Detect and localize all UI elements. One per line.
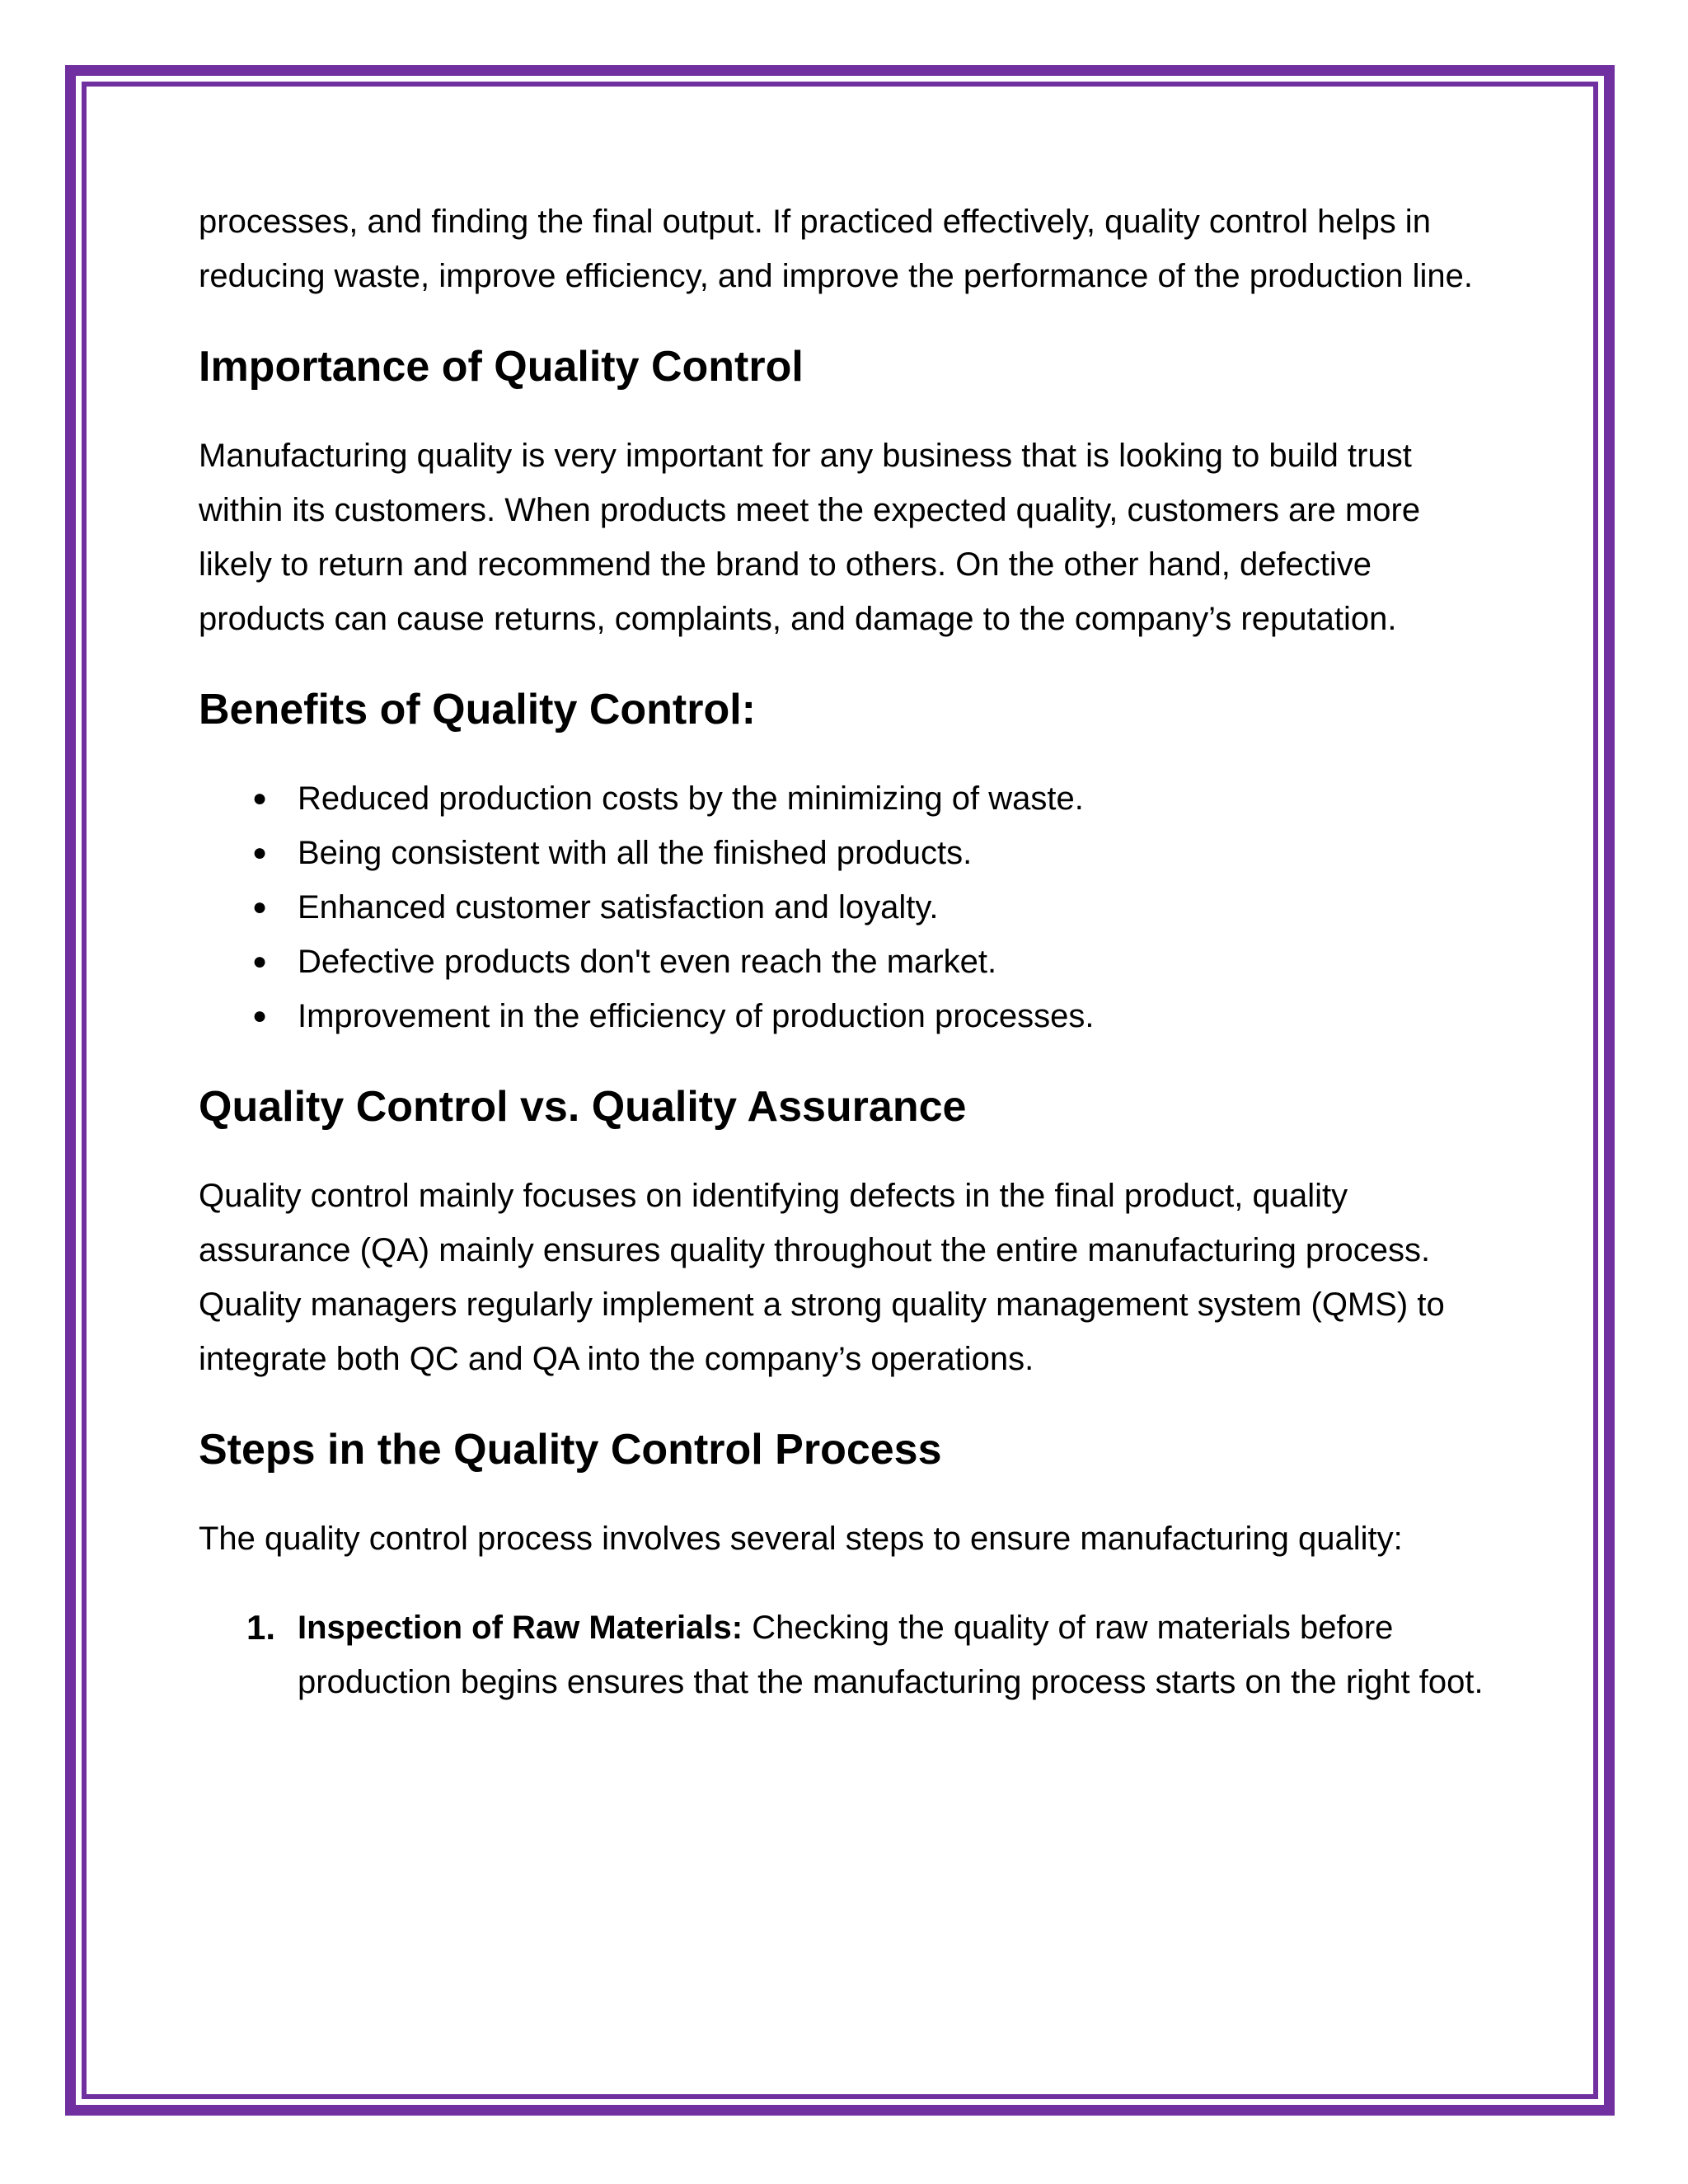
step-text: Checking the quality of raw materials before production begins ensures that the manufacturing process starts on the right foot. bbox=[298, 1610, 1484, 1700]
list-item bbox=[199, 826, 1501, 880]
list-item bbox=[199, 989, 1501, 1043]
list-item bbox=[199, 1601, 1501, 1709]
list-item-text: Being consistent with all the finished products. bbox=[298, 835, 973, 871]
importance-paragraph: Manufacturing quality is very important for any business that is looking to build trust within its customers. When products meet the expected quality, customers are more likely to return and recommend the brand to others. On the other hand, defective products can cause returns, complaints, and damage to the company’s reputation. bbox=[199, 438, 1421, 637]
heading-benefits: Benefits of Quality Control: bbox=[199, 686, 756, 733]
benefits-list bbox=[199, 771, 1501, 1043]
intro-paragraph: processes, and finding the final output. If practiced effectively, quality control helps in reducing waste, improve efficiency, and improve the performance of the production line. bbox=[199, 204, 1474, 294]
list-item-text: Defective products don't even reach the market. bbox=[298, 944, 997, 980]
bullet-icon: ● bbox=[252, 1002, 268, 1029]
steps-list bbox=[199, 1601, 1501, 1709]
heading-qc-vs-qa: Quality Control vs. Quality Assurance bbox=[199, 1083, 967, 1131]
bullet-icon: ● bbox=[252, 839, 268, 866]
list-item bbox=[199, 880, 1501, 935]
steps-intro-paragraph: The quality control process involves several steps to ensure manufacturing quality: bbox=[199, 1521, 1403, 1557]
step-number: 1. bbox=[246, 1608, 276, 1647]
bullet-icon: ● bbox=[252, 893, 268, 921]
step-title: Inspection of Raw Materials: bbox=[298, 1610, 743, 1646]
list-item-text: Enhanced customer satisfaction and loyalty. bbox=[298, 889, 939, 926]
list-item-text: Reduced production costs by the minimizing of waste. bbox=[298, 780, 1084, 817]
list-item bbox=[199, 935, 1501, 989]
document-body bbox=[199, 194, 1501, 1709]
qc-vs-qa-paragraph: Quality control mainly focuses on identifying defects in the final product, quality assurance (QA) mainly ensures quality throughout the entire manufacturing process. Quality managers regularly implement a strong quality management system (QMS) to integrate both QC and QA into the company’s operations. bbox=[199, 1178, 1445, 1377]
heading-steps: Steps in the Quality Control Process bbox=[199, 1426, 942, 1474]
list-item-text: Improvement in the efficiency of production processes. bbox=[298, 998, 1095, 1034]
bullet-icon: ● bbox=[252, 948, 268, 975]
heading-importance: Importance of Quality Control bbox=[199, 343, 804, 391]
bullet-icon: ● bbox=[252, 785, 268, 812]
list-item bbox=[199, 771, 1501, 826]
